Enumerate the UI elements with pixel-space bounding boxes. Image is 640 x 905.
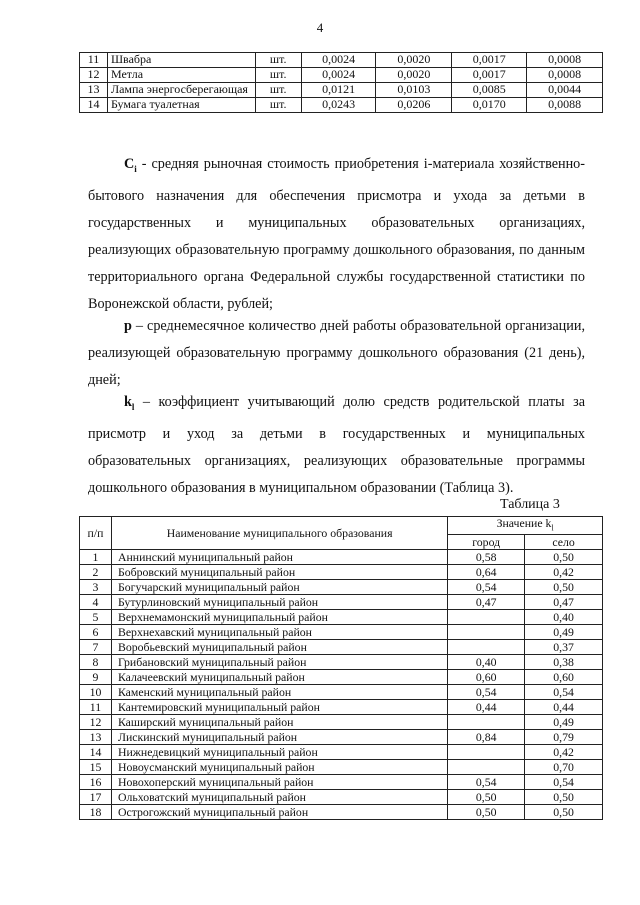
district-name: Острогожский муниципальный район xyxy=(111,805,447,820)
village-value: 0,79 xyxy=(525,730,603,745)
table-row xyxy=(80,700,603,715)
unit: шт. xyxy=(255,53,301,68)
value: 0,0044 xyxy=(527,83,603,98)
row-number: 8 xyxy=(80,655,112,670)
coefficient-table xyxy=(79,516,603,820)
paragraph-p-text: – среднемесячное количество дней работы образовательной организации, реализующей образовательную программу дошкольного образования (21 день), дней; xyxy=(88,318,585,388)
village-value: 0,60 xyxy=(525,670,603,685)
row-number: 11 xyxy=(80,700,112,715)
village-value: 0,70 xyxy=(525,760,603,775)
table-row xyxy=(80,83,603,98)
city-value xyxy=(448,760,525,775)
header-city: город xyxy=(448,535,525,550)
paragraph-p xyxy=(88,313,585,394)
city-value: 0,54 xyxy=(448,580,525,595)
city-value xyxy=(448,610,525,625)
table-row xyxy=(80,625,603,640)
table-row xyxy=(80,640,603,655)
header-village: село xyxy=(525,535,603,550)
material-name: Метла xyxy=(107,68,255,83)
header-num: п/п xyxy=(80,517,112,550)
village-value: 0,44 xyxy=(525,700,603,715)
row-number: 13 xyxy=(80,730,112,745)
city-value xyxy=(448,625,525,640)
district-name: Каширский муниципальный район xyxy=(111,715,447,730)
district-name: Каменский муниципальный район xyxy=(111,685,447,700)
symbol-p: р xyxy=(124,318,132,334)
row-number: 4 xyxy=(80,595,112,610)
row-number: 14 xyxy=(80,745,112,760)
village-value: 0,54 xyxy=(525,685,603,700)
materials-table xyxy=(79,52,603,113)
materials-table-body xyxy=(80,53,603,113)
district-name: Богучарский муниципальный район xyxy=(111,580,447,595)
row-number: 15 xyxy=(80,760,112,775)
village-value: 0,42 xyxy=(525,745,603,760)
city-value: 0,58 xyxy=(448,550,525,565)
table-row xyxy=(80,53,603,68)
row-number: 13 xyxy=(80,83,108,98)
city-value: 0,44 xyxy=(448,700,525,715)
material-name: Лампа энергосберегающая xyxy=(107,83,255,98)
row-number: 12 xyxy=(80,68,108,83)
table-row xyxy=(80,670,603,685)
value: 0,0020 xyxy=(376,68,452,83)
village-value: 0,42 xyxy=(525,565,603,580)
table-row xyxy=(80,790,603,805)
value: 0,0170 xyxy=(452,98,527,113)
village-value: 0,49 xyxy=(525,625,603,640)
value: 0,0121 xyxy=(301,83,376,98)
district-name: Лискинский муниципальный район xyxy=(111,730,447,745)
village-value: 0,50 xyxy=(525,805,603,820)
header-value: Значение $k_l$ xyxy=(448,517,603,535)
value: 0,0017 xyxy=(452,68,527,83)
table-row xyxy=(80,68,603,83)
table-row xyxy=(80,760,603,775)
value: 0,0103 xyxy=(376,83,452,98)
village-value: 0,54 xyxy=(525,775,603,790)
district-name: Ольховатский муниципальный район xyxy=(111,790,447,805)
row-number: 16 xyxy=(80,775,112,790)
coefficient-table-body xyxy=(80,550,603,820)
district-name: Новоусманский муниципальный район xyxy=(111,760,447,775)
value: 0,0024 xyxy=(301,68,376,83)
city-value: 0,50 xyxy=(448,790,525,805)
district-name: Калачеевский муниципальный район xyxy=(111,670,447,685)
row-number: 7 xyxy=(80,640,112,655)
table-row xyxy=(80,685,603,700)
material-name: Швабра xyxy=(107,53,255,68)
table-row xyxy=(80,745,603,760)
row-number: 5 xyxy=(80,610,112,625)
row-number: 2 xyxy=(80,565,112,580)
value: 0,0020 xyxy=(376,53,452,68)
symbol-c: $С_i$ xyxy=(124,156,137,174)
value: 0,0243 xyxy=(301,98,376,113)
unit: шт. xyxy=(255,98,301,113)
district-name: Аннинский муниципальный район xyxy=(111,550,447,565)
table-row xyxy=(80,730,603,745)
city-value xyxy=(448,640,525,655)
city-value: 0,50 xyxy=(448,805,525,820)
city-value: 0,64 xyxy=(448,565,525,580)
row-number: 9 xyxy=(80,670,112,685)
district-name: Воробьевский муниципальный район xyxy=(111,640,447,655)
table-row xyxy=(80,580,603,595)
value: 0,0008 xyxy=(527,53,603,68)
table-row xyxy=(80,715,603,730)
city-value: 0,47 xyxy=(448,595,525,610)
city-value: 0,54 xyxy=(448,685,525,700)
district-name: Верхнехавский муниципальный район xyxy=(111,625,447,640)
village-value: 0,49 xyxy=(525,715,603,730)
city-value xyxy=(448,715,525,730)
value: 0,0085 xyxy=(452,83,527,98)
value: 0,0088 xyxy=(527,98,603,113)
district-name: Кантемировский муниципальный район xyxy=(111,700,447,715)
row-number: 11 xyxy=(80,53,108,68)
row-number: 10 xyxy=(80,685,112,700)
village-value: 0,50 xyxy=(525,550,603,565)
district-name: Нижнедевицкий муниципальный район xyxy=(111,745,447,760)
city-value: 0,60 xyxy=(448,670,525,685)
district-name: Бобровский муниципальный район xyxy=(111,565,447,580)
table-row xyxy=(80,550,603,565)
village-value: 0,50 xyxy=(525,580,603,595)
table-row xyxy=(80,610,603,625)
village-value: 0,47 xyxy=(525,595,603,610)
table-row xyxy=(80,805,603,820)
row-number: 6 xyxy=(80,625,112,640)
village-value: 0,38 xyxy=(525,655,603,670)
district-name: Верхнемамонский муниципальный район xyxy=(111,610,447,625)
row-number: 17 xyxy=(80,790,112,805)
row-number: 14 xyxy=(80,98,108,113)
row-number: 1 xyxy=(80,550,112,565)
value: 0,0008 xyxy=(527,68,603,83)
row-number: 12 xyxy=(80,715,112,730)
table-row xyxy=(80,655,603,670)
village-value: 0,50 xyxy=(525,790,603,805)
village-value: 0,37 xyxy=(525,640,603,655)
table-row xyxy=(80,775,603,790)
paragraph-k xyxy=(88,389,585,502)
material-name: Бумага туалетная xyxy=(107,98,255,113)
value: 0,0024 xyxy=(301,53,376,68)
city-value: 0,40 xyxy=(448,655,525,670)
city-value xyxy=(448,745,525,760)
value: 0,0017 xyxy=(452,53,527,68)
symbol-k: $k_l$ xyxy=(124,394,135,412)
paragraph-c-text: - средняя рыночная стоимость приобретения i-материала хозяйственно-бытового назначения для обеспечения присмотра и ухода за детьми в государственных и муниципальных образовательных организациях, реализующих образовательную программу дошкольного образования, по данным территориального органа Федеральной службы государственной статистики по Воронежской области, рублей; xyxy=(88,156,585,312)
district-name: Новохоперский муниципальный район xyxy=(111,775,447,790)
table-row xyxy=(80,98,603,113)
district-name: Бутурлиновский муниципальный район xyxy=(111,595,447,610)
page-number: 4 xyxy=(316,20,324,35)
table-row xyxy=(80,565,603,580)
unit: шт. xyxy=(255,83,301,98)
paragraph-c xyxy=(88,151,585,318)
village-value: 0,40 xyxy=(525,610,603,625)
value: 0,0206 xyxy=(376,98,452,113)
row-number: 18 xyxy=(80,805,112,820)
unit: шт. xyxy=(255,68,301,83)
table-row xyxy=(80,595,603,610)
paragraph-k-text: – коэффициент учитывающий долю средств родительской платы за присмотр и уход за детьми в государственных и муниципальных образовательных организациях, реализующих образовательные программы дошкольного образования в муниципальном образовании (Таблица 3). xyxy=(88,394,585,496)
table-caption: Таблица 3 xyxy=(500,497,560,512)
city-value: 0,54 xyxy=(448,775,525,790)
row-number: 3 xyxy=(80,580,112,595)
city-value: 0,84 xyxy=(448,730,525,745)
district-name: Грибановский муниципальный район xyxy=(111,655,447,670)
header-name: Наименование муниципального образования xyxy=(111,517,447,550)
